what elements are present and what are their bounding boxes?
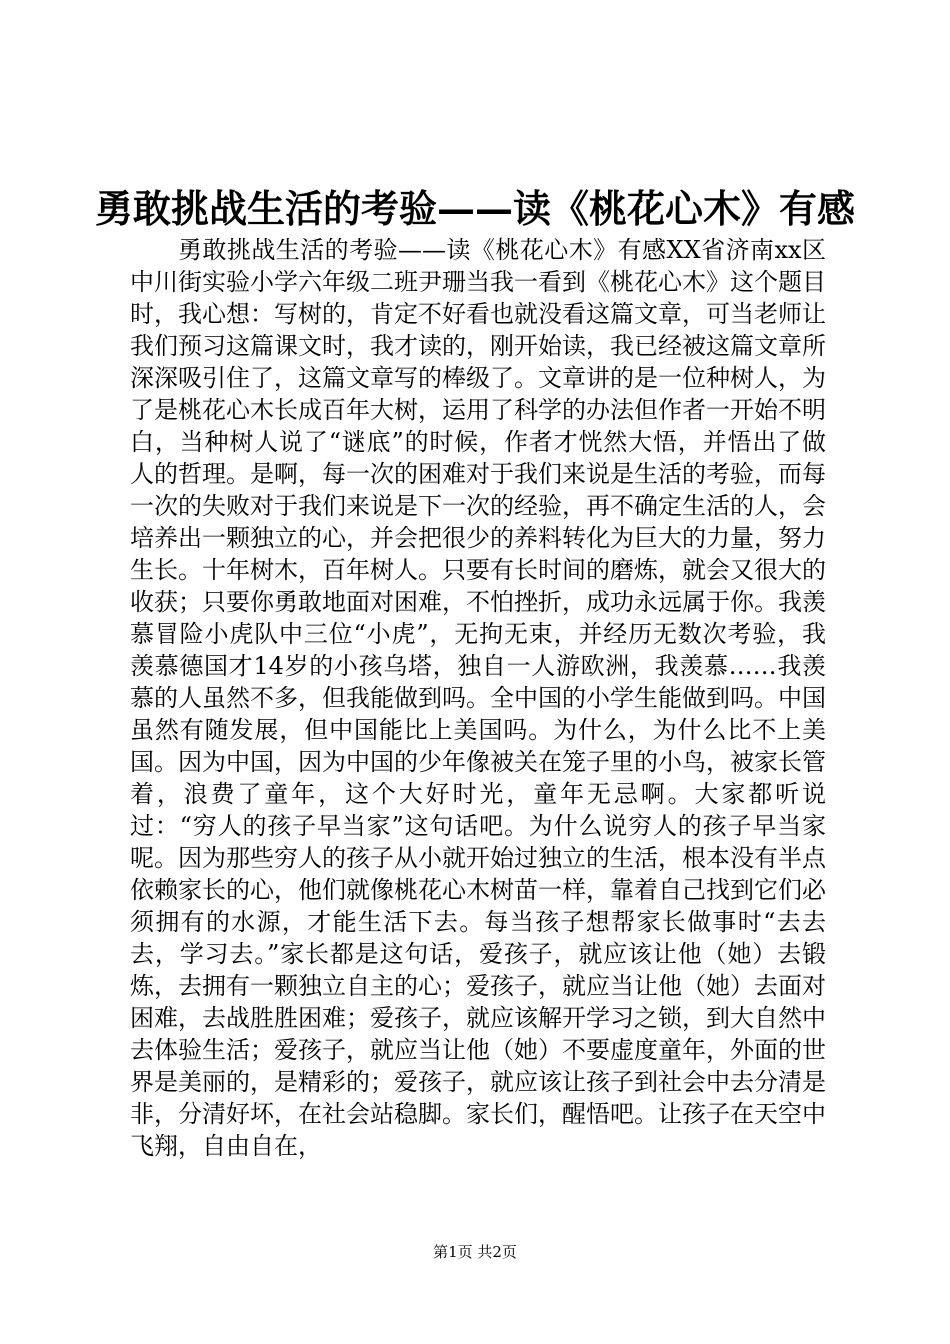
document-body-paragraph: 勇敢挑战生活的考验——读《桃花心木》有感XX省济南xx区中川街实验小学六年级二班尹珊当我一看到《桃花心木》这个题目时，我心想：写树的，肯定不好看也就没看这篇文章，可当老师让我们预习这篇课文时，我才读的，刚开始读，我已经被这篇文章所深深吸引住了，这篇文章写的棒级了。文章讲的是一位种树人，为了是桃花心木长成百年大树，运用了科学的办法但作者一开始不明白，当种树人说了“谜底”的时候，作者才恍然大悟，并悟出了做人的哲理。是啊，每一次的困难对于我们来说是生活的考验，而每一次的失败对于我们来说是下一次的经验，再不确定生活的人，会培养出一颗独立的心，并会把很少的养料转化为巨大的力量，努力生长。十年树木，百年树人。只要有长时间的磨炼，就会又很大的收获；只要你勇敢地面对困难，不怕挫折，成功永远属于你。我羡慕冒险小虎队中三位“小虎”，无拘无束，并经历无数次考验，我羡慕德国才14岁的小孩乌塔，独自一人游欧洲，我羡慕……我羡慕的人虽然不多，但我能做到吗。全中国的小学生能做到吗。中国虽然有随发展，但中国能比上美国吗。为什么，为什么比不上美国。因为中国，因为中国的少年像被关在笼子里的小鸟，被家长管着，浪费了童年，这个大好时光，童年无忌啊。大家都听说过：“穷人的孩子早当家”这句话吧。为什么说穷人的孩子早当家呢。因为那些穷人的孩子从小就开始过独立的生活，根本没有半点依赖家长的心，他们就像桃花心木树苗一样，靠着自己找到它们必须拥有的水源，才能生活下去。每当孩子想帮家长做事时“去去去，学习去。”家长都是这句话，爱孩子，就应该让他（她）去锻炼，去拥有一颗独立自主的心；爱孩子，就应当让他（她）去面对困难，去战胜胜困难；爱孩子，就应该解开学习之锁，到大自然中去体验生活；爱孩子，就应当让他（她）不要虚度童年，外面的世界是美丽的，是精彩的；爱孩子，就应该让孩子到社会中去分清是非，分清好坏，在社会站稳脚。家长们，醒悟吧。让孩子在天空中飞翔，自由自在，	[130, 236, 826, 1160]
document-title: 勇敢挑战生活的考验——读《桃花心木》有感	[94, 186, 855, 231]
page-number-footer: 第1页 共2页	[433, 1243, 517, 1261]
